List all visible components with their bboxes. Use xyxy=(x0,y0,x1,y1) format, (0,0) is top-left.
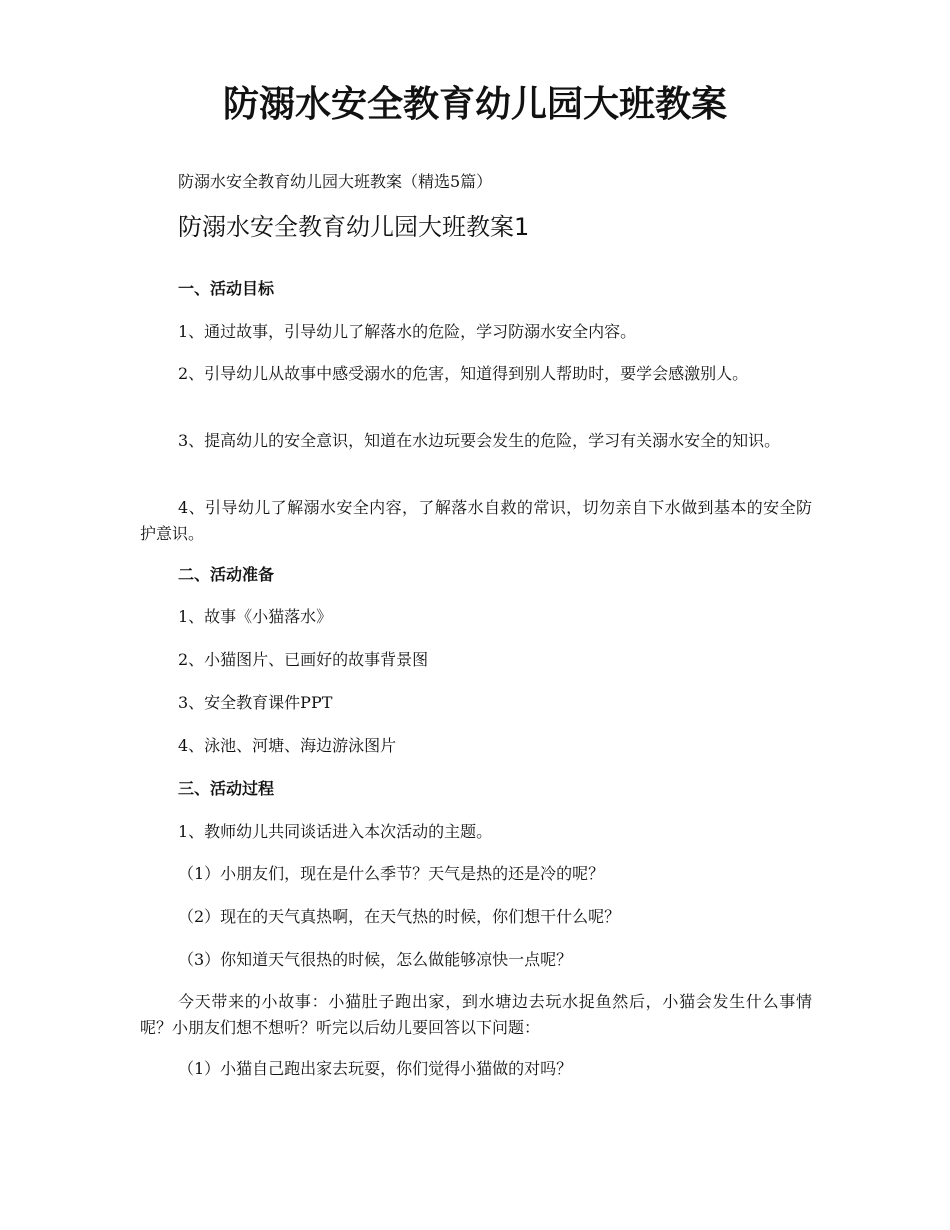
prep-item: 2、小猫图片、已画好的故事背景图 xyxy=(178,650,429,669)
goal-item: 2、引导幼儿从故事中感受溺水的危害，知道得到别人帮助时，要学会感激别人。 xyxy=(178,364,749,383)
story-paragraph: 今天带来的小故事：小猫肚子跑出家，到水塘边去玩水捉鱼然后，小猫会发生什么事情呢？小朋友们想不想听？听完以后幼儿要回答以下问题： xyxy=(140,992,812,1037)
process-intro: 1、教师幼儿共同谈话进入本次活动的主题。 xyxy=(178,822,493,841)
process-question: （3）你知道天气很热的时候，怎么做能够凉快一点呢？ xyxy=(178,950,573,969)
goal-item: 4、引导幼儿了解溺水安全内容，了解落水自救的常识，切勿亲自下水做到基本的安全防护意识。 xyxy=(140,498,812,543)
document-subtitle: 防溺水安全教育幼儿园大班教案（精选5篇） xyxy=(178,172,493,191)
section-heading-goals: 一、活动目标 xyxy=(178,279,275,298)
followup-question: （1）小猫自己跑出家去玩耍，你们觉得小猫做的对吗？ xyxy=(178,1059,573,1078)
lesson-heading: 防溺水安全教育幼儿园大班教案1 xyxy=(178,213,530,241)
document-title: 防溺水安全教育幼儿园大班教案 xyxy=(222,84,727,125)
prep-item: 1、故事《小猫落水》 xyxy=(178,607,333,626)
process-question: （1）小朋友们，现在是什么季节？天气是热的还是冷的呢？ xyxy=(178,864,605,883)
prep-item: 3、安全教育课件PPT xyxy=(178,693,333,712)
section-heading-process: 三、活动过程 xyxy=(178,779,275,798)
goal-item: 1、通过故事，引导幼儿了解落水的危险，学习防溺水安全内容。 xyxy=(178,322,637,341)
section-heading-prep: 二、活动准备 xyxy=(178,565,275,584)
process-question: （2）现在的天气真热啊，在天气热的时候，你们想干什么呢？ xyxy=(178,907,621,926)
goal-item: 3、提高幼儿的安全意识，知道在水边玩要会发生的危险，学习有关溺水安全的知识。 xyxy=(178,431,781,450)
prep-item: 4、泳池、河塘、海边游泳图片 xyxy=(178,736,397,755)
